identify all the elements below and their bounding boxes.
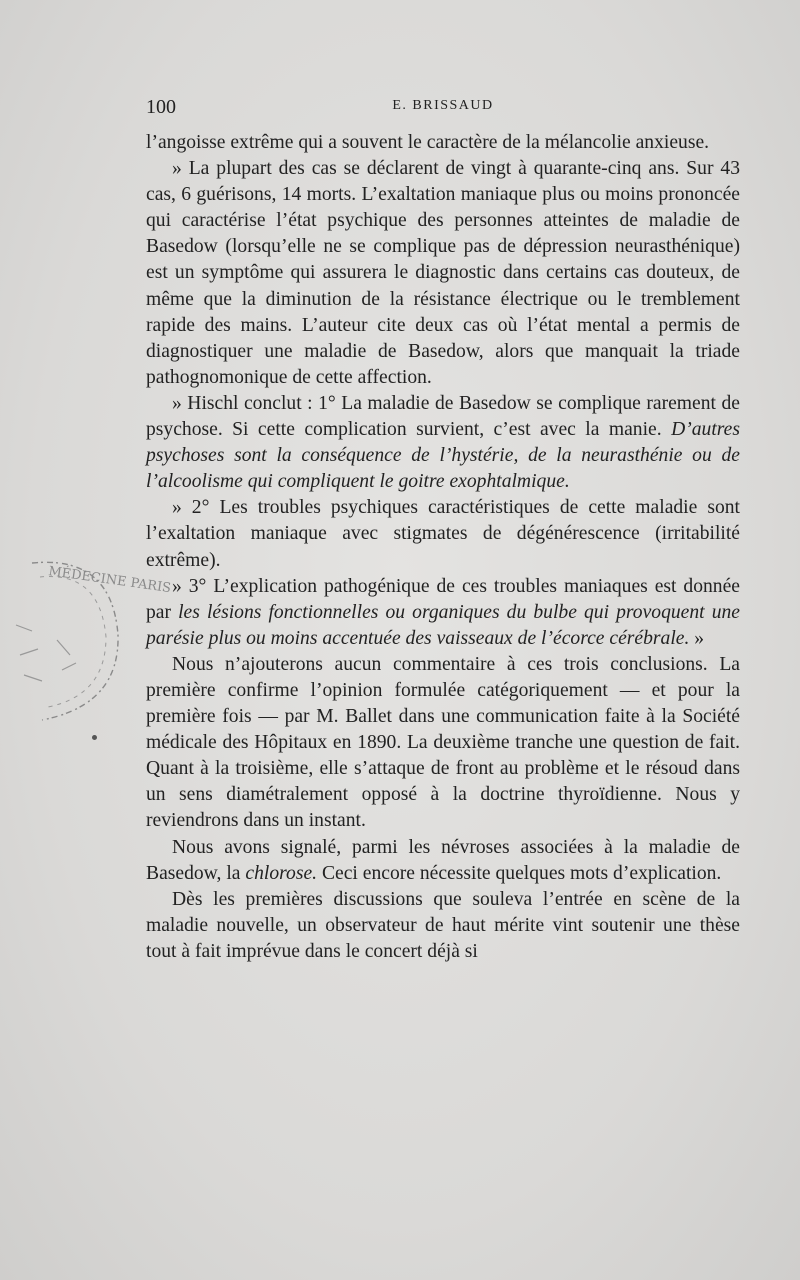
- text-run: » 2° Les troubles psychiques caractéristiques de cette maladie sont l’exaltation maniaque avec stigmates de dégénérescence (irritabilité extrême).: [146, 497, 740, 571]
- text-run: Ceci encore nécessite quelques mots d’explication.: [317, 862, 722, 884]
- page-number: 100: [146, 96, 176, 118]
- text-run: l’angoisse extrême qui a souvent le caractère de la mélancolie anxieuse.: [146, 132, 710, 153]
- italic-text: D’autres psychoses sont la conséquence de l’hystérie, de la neurasthénie ou de l’alcoolisme qui compliquent le goitre exophtalmique.: [146, 419, 740, 493]
- ink-dot: [92, 735, 97, 740]
- running-head: E. BRISSAUD: [392, 98, 494, 113]
- text-run: »: [689, 627, 705, 649]
- italic-text: les lésions fonctionnelles ou organiques du bulbe qui provoquent une parésie plus ou moins accentuée des vaisseaux de l’écorce cérébrale.: [146, 601, 740, 649]
- paragraph: [146, 887, 740, 965]
- text-run: Dès les premières discussions que souleva l’entrée en scène de la maladie nouvelle, un observateur de haut mérite vint soutenir une thèse tout à fait imprévue dans le concert déjà si: [146, 888, 740, 962]
- paragraph: [146, 130, 740, 156]
- page-header: [146, 96, 740, 120]
- text-run: Nous avons signalé, parmi les névroses associées à la maladie de Basedow, la: [146, 836, 740, 884]
- paragraph: [146, 156, 740, 391]
- text-run: » Hischl conclut : 1° La maladie de Basedow se complique rarement de psychose. Si cette complication survient, c’est avec la manie.: [146, 392, 740, 441]
- paragraph: [146, 835, 740, 887]
- body-text: [146, 130, 740, 965]
- paragraph: [146, 652, 740, 835]
- paragraph: [146, 495, 740, 573]
- stamp-text: MÉDECINE PARIS: [47, 564, 172, 597]
- paragraph: [146, 574, 740, 652]
- paragraph: [146, 391, 740, 495]
- text-run: » 3° L’explication pathogénique de ces troubles maniaques est donnée par: [146, 575, 740, 623]
- text-run: Nous n’ajouterons aucun commentaire à ces trois conclusions. La première confirme l’opinion formulée catégoriquement — et pour la première fois — par M. Ballet dans une communication faite à la Société médicale des Hôpitaux en 1890. La deuxième tranche une question de fait. Quant à la troisième, elle s’attaque de front au problème et le résoud dans un sens diamétralement opposé à la doctrine thyroïdienne. Nous y reviendrons dans un instant.: [146, 653, 740, 832]
- library-stamp: [2, 545, 172, 735]
- italic-text: chlorose.: [245, 862, 318, 884]
- text-run: » La plupart des cas se déclarent de vingt à quarante-cinq ans. Sur 43 cas, 6 guérisons, 14 morts. L’exaltation maniaque plus ou moins prononcée qui caractérise l’état psychique des personnes atteintes de maladie de Basedow (lorsqu’elle ne se complique pas de dépression neurasthénique) est un symptôme qui assurera le diagnostic dans certains cas douteux, de même que la diminution de la résistance électrique ou le tremblement rapide des mains. L’auteur cite deux cas où l’état mental a permis de diagnostiquer une maladie de Basedow, alors que manquait la triade pathognomonique de cette affection.: [146, 158, 740, 388]
